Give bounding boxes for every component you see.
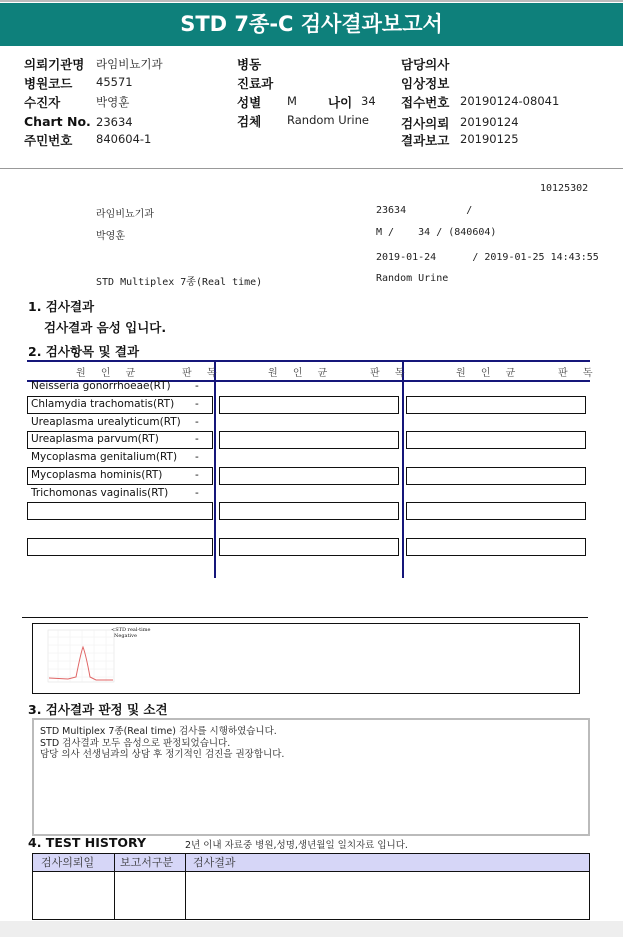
pathogen-result: - — [195, 451, 199, 463]
label-ward: 병동 — [237, 57, 262, 72]
pathogen-result: - — [195, 487, 199, 499]
row-box — [406, 467, 586, 485]
pathogen-name: Mycoplasma genitalium(RT) — [31, 451, 178, 463]
receipt-dates: 2019-01-24 / 2019-01-25 14:43:55 — [376, 252, 599, 263]
history-note: 2년 이내 자료중 병원,성명,생년월일 일치자료 입니다. — [185, 840, 408, 851]
pathogen-name: Chlamydia trachomatis(RT) — [31, 398, 175, 410]
report-title: STD 7종-C 검사결과보고서 — [0, 3, 623, 46]
amplification-curve-graph — [38, 627, 118, 691]
label-sex: 성별 — [237, 95, 262, 110]
header-result: 판 독 — [370, 368, 411, 379]
column-divider — [114, 854, 115, 919]
pathogen-name: Neisseria gonorrhoeae(RT) — [31, 380, 171, 392]
graph-top-rule — [22, 617, 588, 618]
row-box — [219, 502, 399, 520]
column-divider — [402, 361, 404, 578]
value-requesting-institution: 라임비뇨기과 — [96, 57, 163, 71]
row-box — [219, 396, 399, 414]
value-report-date: 20190125 — [460, 132, 519, 146]
header-result: 판 독 — [558, 368, 599, 379]
opinion-line: STD Multiplex 7종(Real time) 검사를 시행하였습니다. — [40, 726, 277, 737]
section2-title: 2. 검사항목 및 결과 — [28, 344, 140, 359]
receipt-name: 박영훈 — [96, 231, 125, 242]
value-chart-no: 23634 — [96, 115, 133, 129]
page-bottom-margin — [0, 921, 623, 937]
pathogen-name: Ureaplasma urealyticum(RT) — [31, 416, 181, 428]
pathogen-result: - — [195, 416, 199, 428]
label-requesting-institution: 의뢰기관명 — [24, 57, 85, 72]
receipt-code: 10125302 — [540, 183, 589, 194]
row-box — [406, 502, 586, 520]
pathogen-name: Mycoplasma hominis(RT) — [31, 469, 163, 481]
label-request-date: 검사의뢰 — [401, 116, 450, 131]
value-resident-number: 840604-1 — [96, 132, 152, 146]
opinion-line: STD 검사결과 모두 음성으로 판정되었습니다. — [40, 738, 231, 749]
divider — [0, 168, 623, 169]
row-box — [406, 431, 586, 449]
pathogen-name: Ureaplasma parvum(RT) — [31, 433, 159, 445]
receipt-sex-age: M / 34 / (840604) — [376, 227, 497, 238]
label-resident-number: 주민번호 — [24, 133, 73, 148]
pathogen-name: Trichomonas vaginalis(RT) — [31, 487, 169, 499]
value-receipt-number: 20190124-08041 — [460, 94, 560, 108]
graph-legend-result: Negative — [114, 633, 137, 639]
header-pathogen: 원 인 균 — [268, 368, 334, 379]
table-top-rule — [27, 360, 590, 362]
section1-summary: 검사결과 음성 입니다. — [44, 320, 167, 335]
pathogen-result: - — [195, 398, 199, 410]
section4-title: 4. TEST HISTORY — [28, 835, 147, 850]
label-clinical-info: 임상정보 — [401, 76, 450, 91]
label-department: 진료과 — [237, 76, 274, 91]
row-box — [406, 396, 586, 414]
receipt-test: STD Multiplex 7종(Real time) — [96, 277, 263, 288]
row-box — [219, 467, 399, 485]
section1-title: 1. 검사결과 — [28, 299, 95, 314]
row-box — [219, 431, 399, 449]
receipt-chart: 23634 / — [376, 205, 473, 216]
label-doctor: 담당의사 — [401, 57, 450, 72]
value-sex: M — [287, 94, 297, 108]
history-header-request-date: 검사의뢰일 — [41, 856, 95, 869]
history-header-report-type: 보고서구분 — [120, 856, 174, 869]
graph-legend-title: <STD real-time — [111, 627, 151, 633]
pathogen-result: - — [195, 433, 199, 445]
row-box — [27, 502, 213, 520]
label-report-date: 결과보고 — [401, 133, 450, 148]
value-request-date: 20190124 — [460, 115, 519, 129]
value-hospital-code: 45571 — [96, 75, 133, 89]
label-age: 나이 — [328, 95, 353, 110]
receipt-specimen: Random Urine — [376, 273, 449, 284]
row-box — [406, 538, 586, 556]
amplification-graph-box — [32, 623, 580, 694]
label-hospital-code: 병원코드 — [24, 76, 73, 91]
history-header-row — [33, 854, 589, 872]
label-receipt-number: 접수번호 — [401, 95, 450, 110]
history-header-result: 검사결과 — [193, 856, 236, 869]
label-specimen: 검체 — [237, 114, 262, 129]
pathogen-result: - — [195, 469, 199, 481]
header-pathogen: 원 인 균 — [456, 368, 522, 379]
column-divider — [185, 854, 186, 919]
label-chart-no: Chart No. — [24, 114, 91, 129]
label-patient-name: 수진자 — [24, 95, 61, 110]
column-divider — [214, 361, 216, 578]
row-box — [219, 538, 399, 556]
receipt-hospital: 라임비뇨기과 — [96, 209, 154, 220]
row-box — [27, 538, 213, 556]
header-pathogen: 원 인 균 — [76, 368, 142, 379]
pathogen-result: - — [195, 380, 199, 392]
section3-title: 3. 검사결과 판정 및 소견 — [28, 702, 168, 717]
value-specimen: Random Urine — [287, 113, 369, 127]
opinion-line: 담당 의사 선생님과의 상담 후 정기적인 검진을 권장합니다. — [40, 749, 285, 760]
test-history-table — [32, 853, 590, 920]
header-result: 판 독 — [182, 368, 223, 379]
value-patient-name: 박영훈 — [96, 95, 130, 109]
top-border — [0, 0, 623, 2]
value-age: 34 — [361, 94, 376, 108]
